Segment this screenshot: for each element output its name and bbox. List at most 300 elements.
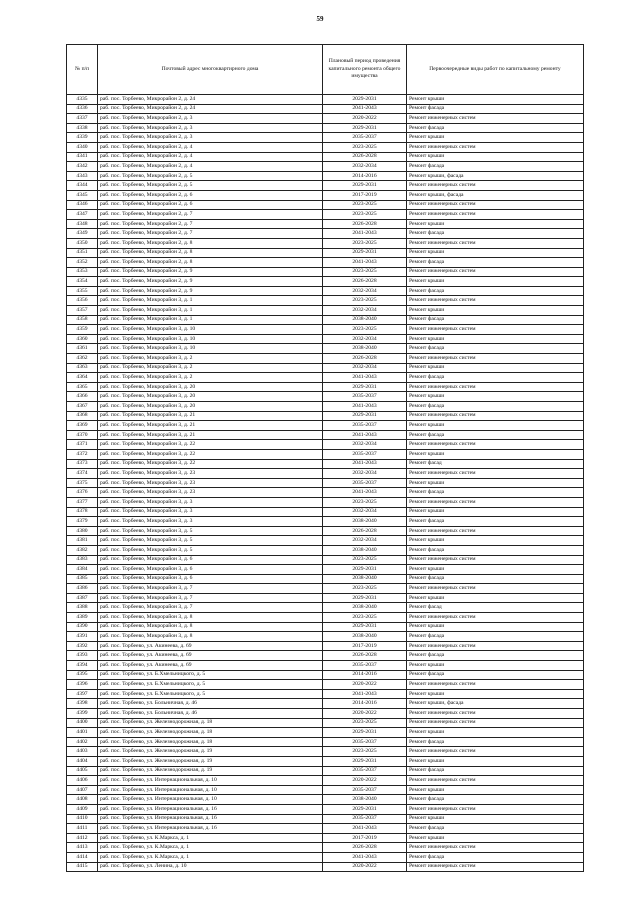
row-number: 4378 — [67, 507, 98, 517]
row-address: раб. пос. Торбеево, ул. Железнодорожная, д. 18 — [98, 718, 323, 728]
row-address: раб. пос. Торбеево, ул. Интернациональная, д. 16 — [98, 804, 323, 814]
row-address: раб. пос. Торбеево, ул. Железнодорожная, д. 19 — [98, 756, 323, 766]
row-works: Ремонт фасада — [407, 229, 584, 239]
table-row — [67, 507, 584, 517]
row-address: раб. пос. Торбеево, Микрорайон 2, д. 24 — [98, 95, 323, 105]
row-address: раб. пос. Торбеево, Микрорайон 2, д. 6 — [98, 190, 323, 200]
row-works: Ремонт крыши — [407, 814, 584, 824]
row-number: 4355 — [67, 286, 98, 296]
row-period: 2026-2028 — [323, 219, 407, 229]
row-address: раб. пос. Торбеево, Микрорайон 3, д. 23 — [98, 488, 323, 498]
row-number: 4335 — [67, 95, 98, 105]
row-address: раб. пос. Торбеево, Микрорайон 3, д. 5 — [98, 536, 323, 546]
row-works: Ремонт фасада — [407, 651, 584, 661]
row-number: 4364 — [67, 373, 98, 383]
row-number: 4413 — [67, 843, 98, 853]
row-works: Ремонт инженерных систем — [407, 325, 584, 335]
row-address: раб. пос. Торбеево, Микрорайон 2, д. 8 — [98, 258, 323, 268]
row-address: раб. пос. Торбеево, Микрорайон 3, д. 21 — [98, 411, 323, 421]
table-row — [67, 545, 584, 555]
row-works: Ремонт фасада — [407, 795, 584, 805]
row-period: 2023-2025 — [323, 200, 407, 210]
row-address: раб. пос. Торбеево, Микрорайон 3, д. 10 — [98, 325, 323, 335]
row-address: раб. пос. Торбеево, Микрорайон 3, д. 7 — [98, 584, 323, 594]
row-works: Ремонт крыши — [407, 248, 584, 258]
row-period: 2026-2028 — [323, 152, 407, 162]
table-row — [67, 747, 584, 757]
table-row — [67, 776, 584, 786]
row-address: раб. пос. Торбеево, Микрорайон 3, д. 8 — [98, 613, 323, 623]
table-row — [67, 843, 584, 853]
table-row — [67, 536, 584, 546]
row-period: 2020-2022 — [323, 776, 407, 786]
table-row — [67, 95, 584, 105]
row-number: 4394 — [67, 661, 98, 671]
row-address: раб. пос. Торбеево, Микрорайон 2, д. 3 — [98, 133, 323, 143]
row-number: 4338 — [67, 123, 98, 133]
row-address: раб. пос. Торбеево, ул. Акинеева, д. 69 — [98, 641, 323, 651]
row-address: раб. пос. Торбеево, Микрорайон 3, д. 1 — [98, 296, 323, 306]
row-number: 4371 — [67, 440, 98, 450]
row-number: 4342 — [67, 162, 98, 172]
row-address: раб. пос. Торбеево, Микрорайон 3, д. 20 — [98, 392, 323, 402]
table-row — [67, 718, 584, 728]
row-number: 4383 — [67, 555, 98, 565]
row-works: Ремонт фасада — [407, 286, 584, 296]
table-row — [67, 728, 584, 738]
row-period: 2041-2043 — [323, 852, 407, 862]
row-address: раб. пос. Торбеево, Микрорайон 3, д. 3 — [98, 507, 323, 517]
row-address: раб. пос. Торбеево, Микрорайон 3, д. 22 — [98, 440, 323, 450]
row-address: раб. пос. Торбеево, Микрорайон 3, д. 6 — [98, 555, 323, 565]
row-number: 4365 — [67, 382, 98, 392]
row-period: 2032-2034 — [323, 536, 407, 546]
table-row — [67, 392, 584, 402]
row-address: раб. пос. Торбеево, Микрорайон 3, д. 20 — [98, 382, 323, 392]
row-works: Ремонт фасада — [407, 488, 584, 498]
row-address: раб. пос. Торбеево, Микрорайон 2, д. 4 — [98, 152, 323, 162]
table-row — [67, 670, 584, 680]
row-period: 2026-2028 — [323, 843, 407, 853]
row-period: 2035-2037 — [323, 133, 407, 143]
row-works: Ремонт инженерных систем — [407, 181, 584, 191]
table-row — [67, 699, 584, 709]
row-works: Ремонт фасада — [407, 517, 584, 527]
row-period: 2023-2025 — [323, 238, 407, 248]
row-works: Ремонт инженерных систем — [407, 862, 584, 872]
row-works: Ремонт инженерных систем — [407, 142, 584, 152]
row-works: Ремонт инженерных систем — [407, 382, 584, 392]
row-number: 4346 — [67, 200, 98, 210]
row-number: 4402 — [67, 737, 98, 747]
row-address: раб. пос. Торбеево, ул. Железнодорожная, д. 19 — [98, 747, 323, 757]
row-period: 2023-2025 — [323, 747, 407, 757]
row-number: 4410 — [67, 814, 98, 824]
table-row — [67, 641, 584, 651]
row-period: 2029-2031 — [323, 248, 407, 258]
table-row — [67, 555, 584, 565]
row-period: 2029-2031 — [323, 756, 407, 766]
row-works: Ремонт инженерных систем — [407, 238, 584, 248]
row-works: Ремонт инженерных систем — [407, 200, 584, 210]
row-period: 2029-2031 — [323, 382, 407, 392]
row-period: 2029-2031 — [323, 123, 407, 133]
table-row — [67, 613, 584, 623]
table-row — [67, 593, 584, 603]
row-address: раб. пос. Торбеево, Микрорайон 3, д. 22 — [98, 449, 323, 459]
row-number: 4375 — [67, 478, 98, 488]
table-row — [67, 497, 584, 507]
row-number: 4358 — [67, 315, 98, 325]
row-works: Ремонт инженерных систем — [407, 843, 584, 853]
row-address: раб. пос. Торбеево, Микрорайон 3, д. 8 — [98, 622, 323, 632]
table-row — [67, 526, 584, 536]
header-period: Плановый период проведения капитального ремонта общего имущества — [323, 45, 407, 95]
row-number: 4396 — [67, 680, 98, 690]
table-row — [67, 123, 584, 133]
row-number: 4387 — [67, 593, 98, 603]
table-row — [67, 411, 584, 421]
row-number: 4348 — [67, 219, 98, 229]
row-works: Ремонт инженерных систем — [407, 354, 584, 364]
row-works: Ремонт инженерных систем — [407, 613, 584, 623]
row-period: 2029-2031 — [323, 95, 407, 105]
row-address: раб. пос. Торбеево, Микрорайон 3, д. 7 — [98, 603, 323, 613]
table-row — [67, 200, 584, 210]
table-row — [67, 238, 584, 248]
row-period: 2041-2043 — [323, 104, 407, 114]
row-number: 4393 — [67, 651, 98, 661]
row-number: 4408 — [67, 795, 98, 805]
row-address: раб. пос. Торбеево, ул. Ленина, д. 10 — [98, 862, 323, 872]
row-number: 4360 — [67, 334, 98, 344]
table-row — [67, 709, 584, 719]
row-works: Ремонт инженерных систем — [407, 718, 584, 728]
row-address: раб. пос. Торбеево, Микрорайон 3, д. 10 — [98, 344, 323, 354]
row-number: 4347 — [67, 210, 98, 220]
row-works: Ремонт фасада — [407, 373, 584, 383]
row-period: 2035-2037 — [323, 814, 407, 824]
row-works: Ремонт крыши — [407, 478, 584, 488]
row-number: 4379 — [67, 517, 98, 527]
row-works: Ремонт крыши — [407, 661, 584, 671]
row-period: 2014-2016 — [323, 171, 407, 181]
row-period: 2041-2043 — [323, 430, 407, 440]
row-works: Ремонт крыши — [407, 219, 584, 229]
row-number: 4361 — [67, 344, 98, 354]
row-period: 2023-2025 — [323, 555, 407, 565]
row-address: раб. пос. Торбеево, Микрорайон 3, д. 2 — [98, 373, 323, 383]
row-address: раб. пос. Торбеево, ул. К.Маркса, д. 1 — [98, 852, 323, 862]
row-works: Ремонт фасада — [407, 123, 584, 133]
row-period: 2032-2034 — [323, 162, 407, 172]
table-row — [67, 114, 584, 124]
row-works: Ремонт крыши, фасада — [407, 171, 584, 181]
row-works: Ремонт крыши — [407, 95, 584, 105]
row-period: 2038-2040 — [323, 795, 407, 805]
row-number: 4391 — [67, 632, 98, 642]
row-number: 4354 — [67, 277, 98, 287]
row-number: 4392 — [67, 641, 98, 651]
row-address: раб. пос. Торбеево, Микрорайон 2, д. 3 — [98, 114, 323, 124]
row-number: 4340 — [67, 142, 98, 152]
row-address: раб. пос. Торбеево, ул. Интернациональная, д. 16 — [98, 824, 323, 834]
row-works: Ремонт инженерных систем — [407, 680, 584, 690]
row-period: 2029-2031 — [323, 804, 407, 814]
row-number: 4403 — [67, 747, 98, 757]
row-period: 2017-2019 — [323, 833, 407, 843]
table-row — [67, 737, 584, 747]
row-period: 2041-2043 — [323, 488, 407, 498]
row-works: Ремонт крыши — [407, 392, 584, 402]
row-period: 2035-2037 — [323, 737, 407, 747]
row-address: раб. пос. Торбеево, Микрорайон 3, д. 6 — [98, 565, 323, 575]
row-works: Ремонт крыши — [407, 536, 584, 546]
row-works: Ремонт инженерных систем — [407, 296, 584, 306]
row-number: 4386 — [67, 584, 98, 594]
table-row — [67, 478, 584, 488]
row-works: Ремонт инженерных систем — [407, 584, 584, 594]
table-row — [67, 296, 584, 306]
row-address: раб. пос. Торбеево, ул. Акинеева, д. 69 — [98, 651, 323, 661]
row-period: 2038-2040 — [323, 632, 407, 642]
table-row — [67, 344, 584, 354]
row-address: раб. пос. Торбеево, Микрорайон 3, д. 8 — [98, 632, 323, 642]
row-period: 2038-2040 — [323, 517, 407, 527]
row-period: 2041-2043 — [323, 229, 407, 239]
row-number: 4411 — [67, 824, 98, 834]
row-number: 4353 — [67, 267, 98, 277]
row-period: 2020-2022 — [323, 862, 407, 872]
row-address: раб. пос. Торбеево, Микрорайон 3, д. 2 — [98, 363, 323, 373]
row-period: 2029-2031 — [323, 622, 407, 632]
row-number: 4367 — [67, 402, 98, 412]
row-period: 2017-2019 — [323, 190, 407, 200]
row-period: 2029-2031 — [323, 181, 407, 191]
row-number: 4385 — [67, 574, 98, 584]
row-works: Ремонт крыши — [407, 334, 584, 344]
table-row — [67, 258, 584, 268]
row-number: 4363 — [67, 363, 98, 373]
row-number: 4377 — [67, 497, 98, 507]
row-address: раб. пос. Торбеево, Микрорайон 3, д. 3 — [98, 497, 323, 507]
row-works: Ремонт крыши — [407, 449, 584, 459]
row-period: 2026-2028 — [323, 526, 407, 536]
table-row — [67, 584, 584, 594]
row-works: Ремонт инженерных систем — [407, 526, 584, 536]
row-address: раб. пос. Торбеево, ул. К.Маркса, д. 1 — [98, 833, 323, 843]
row-period: 2038-2040 — [323, 574, 407, 584]
row-address: раб. пос. Торбеево, ул. Больничная, д. 46 — [98, 709, 323, 719]
row-works: Ремонт крыши — [407, 152, 584, 162]
row-number: 4397 — [67, 689, 98, 699]
row-address: раб. пос. Торбеево, Микрорайон 2, д. 9 — [98, 267, 323, 277]
row-period: 2023-2025 — [323, 584, 407, 594]
table-row — [67, 104, 584, 114]
row-period: 2014-2016 — [323, 670, 407, 680]
row-address: раб. пос. Торбеево, Микрорайон 2, д. 7 — [98, 210, 323, 220]
table-row — [67, 766, 584, 776]
row-period: 2029-2031 — [323, 593, 407, 603]
table-row — [67, 133, 584, 143]
row-address: раб. пос. Торбеево, Микрорайон 3, д. 22 — [98, 459, 323, 469]
row-address: раб. пос. Торбеево, Микрорайон 2, д. 5 — [98, 171, 323, 181]
table-row — [67, 862, 584, 872]
table-body — [67, 95, 584, 872]
row-address: раб. пос. Торбеево, Микрорайон 3, д. 2 — [98, 354, 323, 364]
table-row — [67, 833, 584, 843]
table-row — [67, 603, 584, 613]
row-period: 2029-2031 — [323, 411, 407, 421]
row-number: 4351 — [67, 248, 98, 258]
row-number: 4357 — [67, 306, 98, 316]
row-address: раб. пос. Торбеево, Микрорайон 3, д. 6 — [98, 574, 323, 584]
row-works: Ремонт крыши — [407, 565, 584, 575]
row-period: 2023-2025 — [323, 210, 407, 220]
row-address: раб. пос. Торбеево, ул. Акинеева, д. 69 — [98, 661, 323, 671]
row-address: раб. пос. Торбеево, Микрорайон 2, д. 9 — [98, 286, 323, 296]
row-period: 2041-2043 — [323, 689, 407, 699]
row-address: раб. пос. Торбеево, Микрорайон 2, д. 24 — [98, 104, 323, 114]
table-row — [67, 651, 584, 661]
table-row — [67, 219, 584, 229]
table-row — [67, 440, 584, 450]
row-address: раб. пос. Торбеево, Микрорайон 3, д. 21 — [98, 430, 323, 440]
row-works: Ремонт фасада — [407, 344, 584, 354]
row-number: 4345 — [67, 190, 98, 200]
row-works: Ремонт фасада — [407, 430, 584, 440]
row-number: 4366 — [67, 392, 98, 402]
row-works: Ремонт крыши — [407, 277, 584, 287]
row-works: Ремонт крыши — [407, 689, 584, 699]
row-address: раб. пос. Торбеево, Микрорайон 2, д. 5 — [98, 181, 323, 191]
row-period: 2023-2025 — [323, 267, 407, 277]
row-period: 2032-2034 — [323, 440, 407, 450]
row-number: 4372 — [67, 449, 98, 459]
table-row — [67, 248, 584, 258]
row-number: 4343 — [67, 171, 98, 181]
row-works: Ремонт крыши — [407, 306, 584, 316]
row-number: 4395 — [67, 670, 98, 680]
row-number: 4388 — [67, 603, 98, 613]
row-address: раб. пос. Торбеево, ул. Интернациональная, д. 10 — [98, 785, 323, 795]
row-period: 2038-2040 — [323, 315, 407, 325]
row-number: 4400 — [67, 718, 98, 728]
row-period: 2026-2028 — [323, 277, 407, 287]
row-works: Ремонт инженерных систем — [407, 555, 584, 565]
row-address: раб. пос. Торбеево, ул. Железнодорожная, д. 18 — [98, 737, 323, 747]
row-works: Ремонт фасада — [407, 402, 584, 412]
table-row — [67, 363, 584, 373]
row-address: раб. пос. Торбеево, Микрорайон 2, д. 7 — [98, 219, 323, 229]
row-period: 2041-2043 — [323, 824, 407, 834]
row-works: Ремонт крыши — [407, 133, 584, 143]
row-works: Ремонт фасада — [407, 258, 584, 268]
table-row — [67, 689, 584, 699]
row-period: 2023-2025 — [323, 142, 407, 152]
row-period: 2032-2034 — [323, 286, 407, 296]
table-row — [67, 795, 584, 805]
row-works: Ремонт фасада — [407, 315, 584, 325]
row-number: 4384 — [67, 565, 98, 575]
row-works: Ремонт фасада — [407, 104, 584, 114]
table-row — [67, 785, 584, 795]
row-address: раб. пос. Торбеево, Микрорайон 3, д. 23 — [98, 478, 323, 488]
row-address: раб. пос. Торбеево, Микрорайон 2, д. 9 — [98, 277, 323, 287]
row-address: раб. пос. Торбеево, ул. Б.Хмельницкого, д. 5 — [98, 680, 323, 690]
table-row — [67, 421, 584, 431]
row-address: раб. пос. Торбеево, ул. Интернациональная, д. 16 — [98, 814, 323, 824]
row-address: раб. пос. Торбеево, Микрорайон 2, д. 4 — [98, 162, 323, 172]
row-works: Ремонт крыши — [407, 728, 584, 738]
table-row — [67, 190, 584, 200]
row-address: раб. пос. Торбеево, ул. Больничная, д. 46 — [98, 699, 323, 709]
table-row — [67, 632, 584, 642]
row-number: 4399 — [67, 709, 98, 719]
row-address: раб. пос. Торбеево, Микрорайон 3, д. 20 — [98, 402, 323, 412]
row-number: 4398 — [67, 699, 98, 709]
row-address: раб. пос. Торбеево, Микрорайон 3, д. 3 — [98, 517, 323, 527]
table-row — [67, 756, 584, 766]
row-address: раб. пос. Торбеево, ул. Железнодорожная, д. 18 — [98, 728, 323, 738]
row-number: 4362 — [67, 354, 98, 364]
row-works: Ремонт инженерных систем — [407, 267, 584, 277]
row-works: Ремонт крыши — [407, 833, 584, 843]
table-row — [67, 325, 584, 335]
row-works: Ремонт инженерных систем — [407, 497, 584, 507]
row-period: 2026-2028 — [323, 651, 407, 661]
row-number: 4337 — [67, 114, 98, 124]
table-row — [67, 565, 584, 575]
table-row — [67, 517, 584, 527]
row-works: Ремонт инженерных систем — [407, 469, 584, 479]
row-address: раб. пос. Торбеево, Микрорайон 2, д. 8 — [98, 248, 323, 258]
row-works: Ремонт крыши — [407, 593, 584, 603]
table-row — [67, 277, 584, 287]
row-period: 2035-2037 — [323, 449, 407, 459]
row-address: раб. пос. Торбеево, Микрорайон 2, д. 6 — [98, 200, 323, 210]
row-address: раб. пос. Торбеево, Микрорайон 3, д. 10 — [98, 334, 323, 344]
row-address: раб. пос. Торбеево, Микрорайон 3, д. 7 — [98, 593, 323, 603]
row-works: Ремонт фасад — [407, 603, 584, 613]
table-header — [67, 45, 584, 95]
table-row — [67, 680, 584, 690]
row-works: Ремонт крыши — [407, 507, 584, 517]
table-row — [67, 315, 584, 325]
row-works: Ремонт крыши — [407, 622, 584, 632]
row-period: 2032-2034 — [323, 306, 407, 316]
table-row — [67, 334, 584, 344]
row-address: раб. пос. Торбеево, Микрорайон 2, д. 8 — [98, 238, 323, 248]
row-period: 2023-2025 — [323, 497, 407, 507]
row-period: 2041-2043 — [323, 373, 407, 383]
row-number: 4341 — [67, 152, 98, 162]
row-period: 2023-2025 — [323, 325, 407, 335]
row-address: раб. пос. Торбеево, ул. Железнодорожная, д. 19 — [98, 766, 323, 776]
row-number: 4336 — [67, 104, 98, 114]
row-number: 4409 — [67, 804, 98, 814]
row-address: раб. пос. Торбеево, Микрорайон 3, д. 5 — [98, 545, 323, 555]
header-address: Почтовый адрес многоквартирного дома — [98, 45, 323, 95]
row-address: раб. пос. Торбеево, Микрорайон 3, д. 21 — [98, 421, 323, 431]
row-period: 2032-2034 — [323, 507, 407, 517]
table-row — [67, 286, 584, 296]
row-period: 2020-2022 — [323, 114, 407, 124]
row-period: 2041-2043 — [323, 402, 407, 412]
row-address: раб. пос. Торбеево, ул. Б.Хмельницкого, д. 5 — [98, 670, 323, 680]
row-works: Ремонт фасада — [407, 574, 584, 584]
header-num: № п/п — [67, 45, 98, 95]
